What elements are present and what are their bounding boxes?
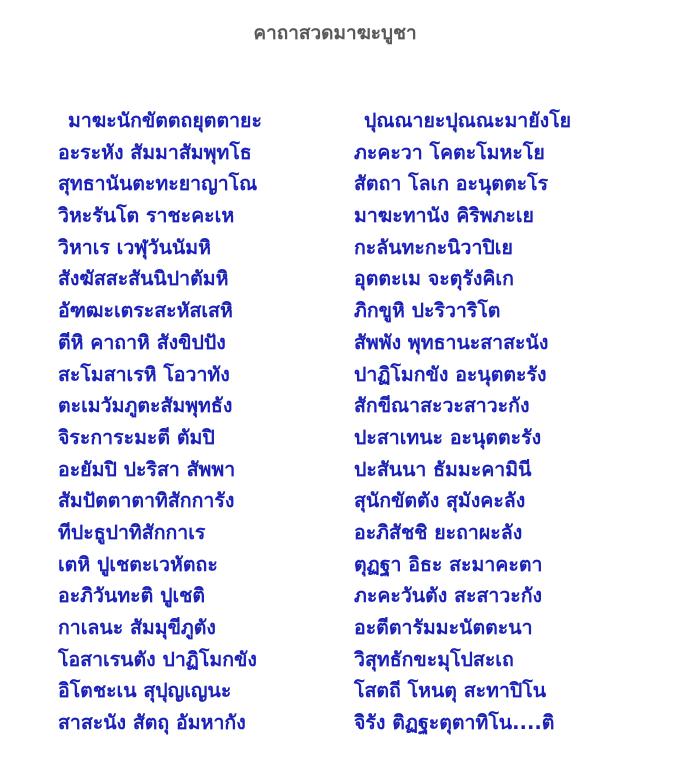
- verse-line: [0, 138, 695, 170]
- verse-left: สะโมสาเรหิ โอวาทัง: [58, 362, 230, 386]
- verse-left: เตหิ ปูเชตะเวหัตถะ: [58, 552, 218, 576]
- verse-line: [0, 613, 695, 645]
- verse-right: สัตถา โลเก อะนุตตะโร: [354, 172, 549, 196]
- verse-right: ปาฏิโมกขัง อะนุตตะรัง: [354, 362, 547, 386]
- verse-left: อะภิวันทะติ ปูเชติ: [58, 584, 206, 608]
- verse-left: อะยัมปิ ปะริสา สัพพา: [58, 457, 236, 481]
- verse-line: [0, 581, 695, 613]
- verse-right: สักขีณาสะวะสาวะกัง: [354, 394, 530, 418]
- verse-line: [0, 201, 695, 233]
- verse-left: สัมปัตตาตาทิสักการัง: [58, 489, 235, 513]
- verse-right: ภะคะวันตัง สะสาวะกัง: [354, 584, 543, 608]
- verse-right: มาฆะทานัง คิริพภะเย: [354, 204, 534, 228]
- page-title: คาถาสวดมาฆะบูชา: [253, 22, 417, 44]
- verse-line: [0, 486, 695, 518]
- verse-left: กาเลนะ สัมมุขีภูตัง: [58, 616, 216, 639]
- verse-line: [0, 455, 695, 487]
- verse-line: [0, 328, 695, 360]
- verse-right: ภิกขูหิ ปะริวาริโต: [354, 299, 501, 323]
- verse-line: [0, 708, 695, 740]
- verse-line: [0, 550, 695, 582]
- verse-left: อัฑฒะเตระสะหัสเสหิ: [58, 299, 233, 323]
- verse-left: อิโตชะเน สุปุญเญนะ: [58, 679, 232, 703]
- verse-line: [0, 169, 695, 201]
- verse-right: จิรัง ติฏฐะตุตาทิโน....ติ: [354, 711, 555, 735]
- verse-right: โสตถี โหนตุ สะทาปิโน: [354, 679, 547, 703]
- verse-right: ปะสาเทนะ อะนุตตะรัง: [354, 425, 542, 449]
- verse-left: สาสะนัง สัตถุ อัมหากัง: [58, 711, 246, 735]
- verse-left: ตีหิ คาถาหิ สังขิปปัง: [58, 330, 226, 354]
- verse-right: อุตตะเม จะตุรังคิเก: [354, 267, 514, 291]
- verse-right: อะภิสัชชิ ยะถาผะลัง: [354, 520, 523, 544]
- chant-verses: [0, 106, 695, 740]
- verse-line: [0, 106, 695, 138]
- verse-line: [0, 423, 695, 455]
- verse-right: วิสุทธักขะมุโปสะเถ: [354, 647, 514, 671]
- verse-left: สุทธานันตะทะยาญาโณ: [58, 172, 258, 196]
- verse-left: อะระหัง สัมมาสัมพุทโธ: [58, 140, 252, 164]
- verse-right: ภะคะวา โคตะโมหะโย: [354, 140, 545, 164]
- verse-right: สุนักขัตตัง สุมังคะลัง: [354, 489, 526, 513]
- verse-line: [0, 296, 695, 328]
- verse-line: [0, 360, 695, 392]
- verse-line: [0, 645, 695, 677]
- verse-left: วิหะรันโต ราชะคะเห: [58, 204, 235, 228]
- verse-left: วิหาเร เวฬุวันนัมหิ: [58, 235, 211, 259]
- verse-right: ตุฏฐา อิธะ สะมาคะตา: [354, 552, 543, 576]
- verse-left: สังฆัสสะสันนิปาตัมหิ: [58, 267, 229, 291]
- verse-line: [0, 676, 695, 708]
- verse-left: ทีปะธูปาทิสักกาเร: [58, 520, 206, 544]
- verse-left: ตะเมวัมภูตะสัมพุทธัง: [58, 394, 233, 418]
- verse-left: จิระการะมะตี ตัมปิ: [58, 425, 215, 449]
- verse-line: [0, 391, 695, 423]
- verse-right: สัพพัง พุทธานะสาสะนัง: [354, 330, 549, 354]
- verse-right: ปุณณายะปุณณะมายังโย: [364, 109, 572, 132]
- verse-left: โอสาเรนตัง ปาฏิโมกขัง: [58, 647, 257, 671]
- verse-right: ปะสันนา ธัมมะคามินี: [354, 457, 532, 481]
- verse-line: [0, 264, 695, 296]
- verse-right: อะตีตารัมมะนัตตะนา: [354, 616, 533, 639]
- verse-left: มาฆะนักขัตตถยุตตายะ: [68, 109, 262, 132]
- verse-line: [0, 233, 695, 265]
- verse-line: [0, 518, 695, 550]
- verse-right: กะลันทะกะนิวาปิเย: [354, 235, 513, 259]
